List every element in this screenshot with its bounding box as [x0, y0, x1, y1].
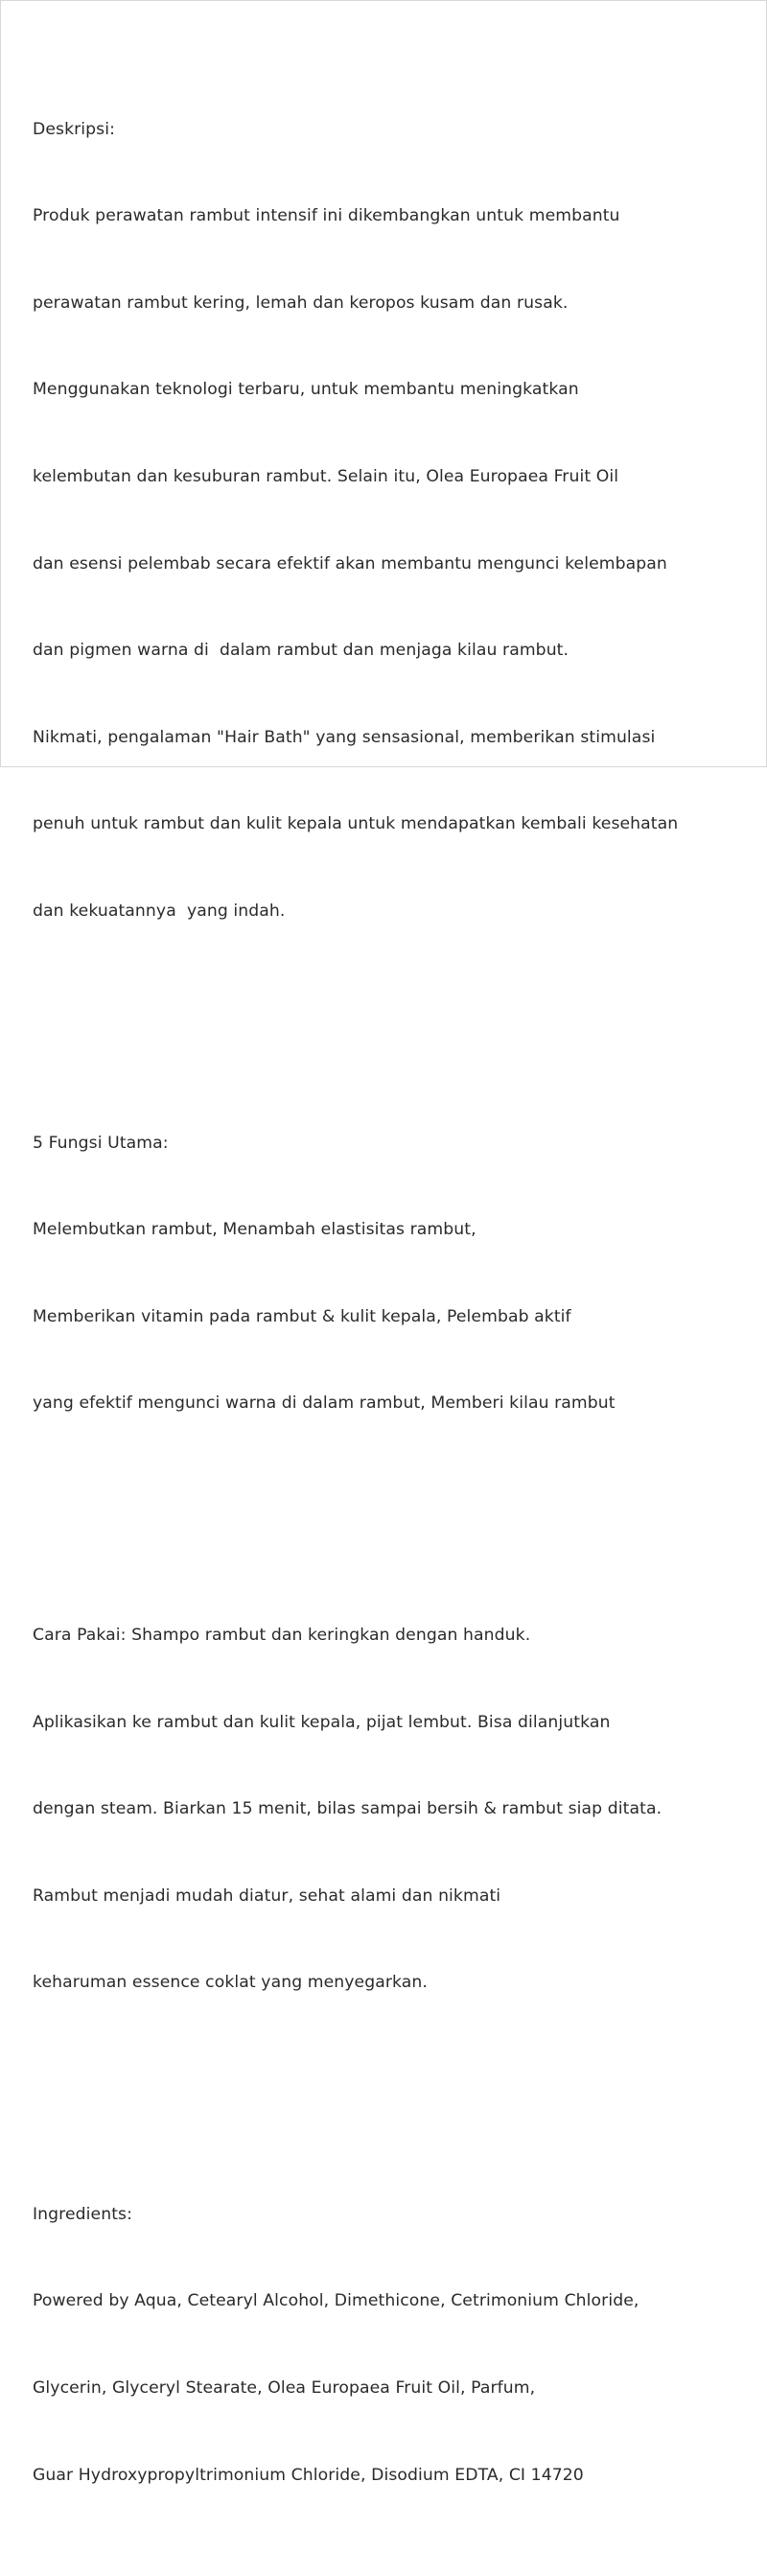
- usage-line: Aplikasikan ke rambut dan kulit kepala, pijat lembut. Bisa dilanjutkan: [33, 1712, 611, 1732]
- usage-line: Rambut menjadi mudah diatur, sehat alami dan nikmati: [33, 1885, 501, 1906]
- description-line: perawatan rambut kering, lemah dan keropos kusam dan rusak.: [33, 293, 569, 313]
- description-line: Nikmati, pengalaman "Hair Bath" yang sensasional, memberikan stimulasi: [33, 727, 656, 747]
- functions-heading: 5 Fungsi Utama:: [33, 1133, 169, 1153]
- description-line: Produk perawatan rambut intensif ini dikembangkan untuk membantu: [33, 206, 620, 226]
- description-line: kelembutan dan kesuburan rambut. Selain itu, Olea Europaea Fruit Oil: [33, 466, 619, 486]
- ingredients-line: Glycerin, Glyceryl Stearate, Olea Europaea Fruit Oil, Parfum,: [33, 2378, 536, 2399]
- functions-line: yang efektif mengunci warna di dalam rambut, Memberi kilau rambut: [33, 1393, 616, 1414]
- usage-line: dengan steam. Biarkan 15 menit, bilas sampai bersih & rambut siap ditata.: [33, 1799, 662, 1819]
- usage-line: keharuman essence coklat yang menyegarkan.: [33, 1973, 428, 1993]
- description-line: dan pigmen warna di dalam rambut dan menjaga kilau rambut.: [33, 641, 569, 661]
- description-line: penuh untuk rambut dan kulit kepala untuk mendapatkan kembali kesehatan: [33, 814, 679, 834]
- ingredients-heading: Ingredients:: [33, 2204, 132, 2224]
- product-description-text: [33, 28, 761, 2576]
- description-line: Menggunakan teknologi terbaru, untuk membantu meningkatkan: [33, 380, 579, 400]
- section-spacer: [33, 1013, 761, 1042]
- usage-line: Cara Pakai: Shampo rambut dan keringkan dengan handuk.: [33, 1625, 531, 1645]
- description-heading: Deskripsi:: [33, 119, 115, 139]
- ingredients-line: Powered by Aqua, Cetearyl Alcohol, Dimethicone, Cetrimonium Chloride,: [33, 2291, 639, 2311]
- section-spacer: [33, 1505, 761, 1534]
- description-line: dan esensi pelembab secara efektif akan membantu mengunci kelembapan: [33, 553, 667, 574]
- functions-line: Melembutkan rambut, Menambah elastisitas rambut,: [33, 1220, 476, 1240]
- section-spacer: [33, 2084, 761, 2113]
- description-line: dan kekuatannya yang indah.: [33, 901, 286, 921]
- functions-line: Memberikan vitamin pada rambut & kulit kepala, Pelembab aktif: [33, 1306, 571, 1326]
- ingredients-line: Guar Hydroxypropyltrimonium Chloride, Disodium EDTA, CI 14720: [33, 2465, 584, 2485]
